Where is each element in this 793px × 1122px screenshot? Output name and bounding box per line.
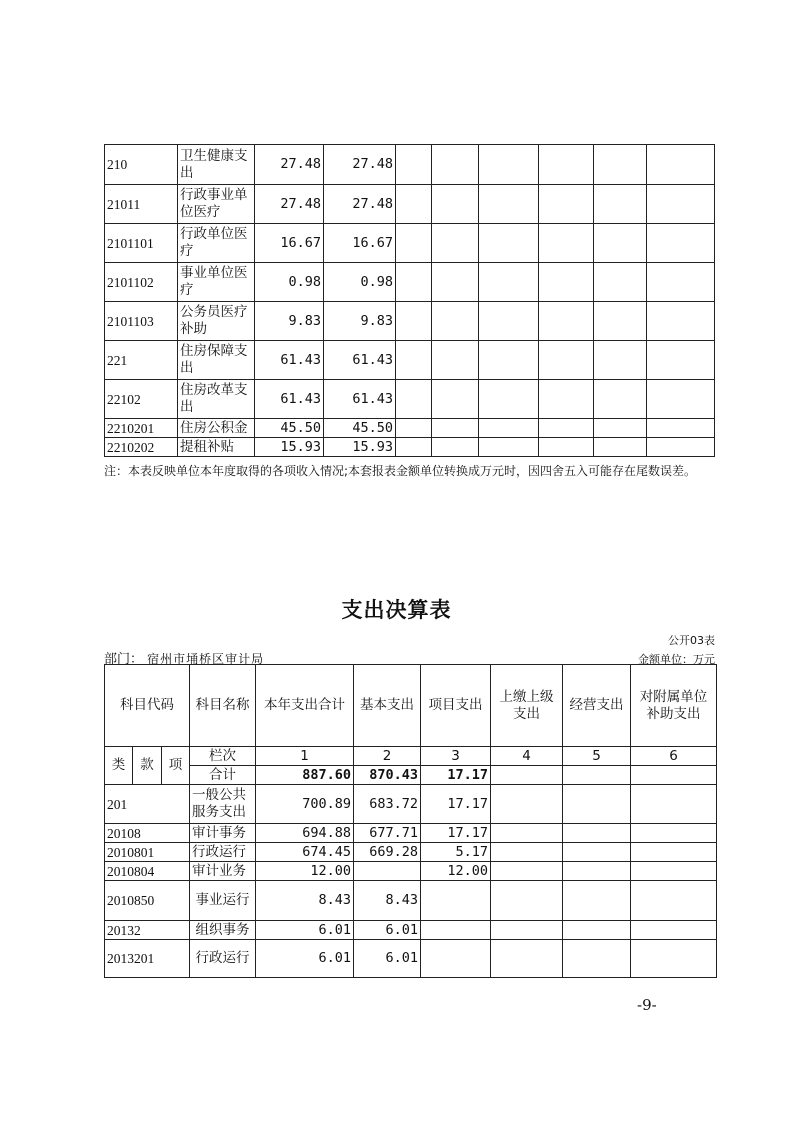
column-number: 2 bbox=[354, 747, 421, 766]
basic-amount: 8.43 bbox=[354, 881, 421, 921]
column-number-row bbox=[105, 747, 717, 766]
header-kuan: 款 bbox=[133, 747, 162, 785]
total-amount: 9.83 bbox=[255, 302, 324, 341]
subject-code: 21011 bbox=[105, 185, 178, 224]
basic-amount: 61.43 bbox=[324, 341, 396, 380]
table-row bbox=[105, 862, 717, 881]
subject-name: 提租补贴 bbox=[178, 438, 255, 457]
subject-name: 住房保障支出 bbox=[178, 341, 255, 380]
table-row bbox=[105, 843, 717, 862]
form-number: 公开03表 bbox=[668, 634, 715, 647]
total-amount: 6.01 bbox=[256, 921, 354, 940]
table-row bbox=[105, 419, 715, 438]
subject-code: 221 bbox=[105, 341, 178, 380]
column-number: 1 bbox=[256, 747, 354, 766]
subject-code: 2210202 bbox=[105, 438, 178, 457]
total-amount: 12.00 bbox=[256, 862, 354, 881]
project-amount bbox=[421, 940, 491, 978]
subject-code: 210 bbox=[105, 145, 178, 185]
total-amount: 61.43 bbox=[255, 341, 324, 380]
subject-name: 事业单位医疗 bbox=[178, 263, 255, 302]
basic-amount: 16.67 bbox=[324, 224, 396, 263]
subject-code: 2101102 bbox=[105, 263, 178, 302]
subject-name: 审计事务 bbox=[190, 824, 256, 843]
subject-code: 2010804 bbox=[105, 862, 190, 881]
total-label: 合计 bbox=[190, 766, 256, 785]
table-row bbox=[105, 824, 717, 843]
department-label: 部门： bbox=[104, 652, 144, 667]
total-amount: 16.67 bbox=[255, 224, 324, 263]
column-number: 3 bbox=[421, 747, 491, 766]
total-amount: 8.43 bbox=[256, 881, 354, 921]
basic-amount: 27.48 bbox=[324, 145, 396, 185]
table-row bbox=[105, 881, 717, 921]
header-subject-name: 科目名称 bbox=[190, 665, 256, 747]
subject-code: 20108 bbox=[105, 824, 190, 843]
basic-amount: 677.71 bbox=[354, 824, 421, 843]
header-subsidy: 对附属单位补助支出 bbox=[631, 665, 717, 747]
amount-unit: 金额单位：万元 bbox=[638, 653, 715, 666]
table-row bbox=[105, 940, 717, 978]
table-row bbox=[105, 302, 715, 341]
table-row bbox=[105, 380, 715, 419]
subject-code: 2010801 bbox=[105, 843, 190, 862]
header-total: 本年支出合计 bbox=[256, 665, 354, 747]
column-label: 栏次 bbox=[190, 747, 256, 766]
basic-amount: 61.43 bbox=[324, 380, 396, 419]
table-row bbox=[105, 185, 715, 224]
total-amount: 15.93 bbox=[255, 438, 324, 457]
basic-amount: 45.50 bbox=[324, 419, 396, 438]
project-amount: 5.17 bbox=[421, 843, 491, 862]
header-lei: 类 bbox=[105, 747, 133, 785]
subject-name: 卫生健康支出 bbox=[178, 145, 255, 185]
header-row bbox=[105, 665, 717, 747]
total-amount: 61.43 bbox=[255, 380, 324, 419]
header-upper: 上缴上级支出 bbox=[491, 665, 563, 747]
header-subject-code: 科目代码 bbox=[105, 665, 190, 747]
basic-amount: 27.48 bbox=[324, 185, 396, 224]
basic-amount: 9.83 bbox=[324, 302, 396, 341]
total-amount: 674.45 bbox=[256, 843, 354, 862]
total-amount: 27.48 bbox=[255, 145, 324, 185]
subject-name: 行政运行 bbox=[190, 940, 256, 978]
total-amount: 700.89 bbox=[256, 785, 354, 824]
basic-amount: 870.43 bbox=[354, 766, 421, 785]
table-note: 注：本表反映单位本年度取得的各项收入情况;本套报表金额单位转换成万元时，因四舍五入可能存在尾数误差。 bbox=[104, 464, 697, 478]
total-amount: 6.01 bbox=[256, 940, 354, 978]
basic-amount: 683.72 bbox=[354, 785, 421, 824]
subject-name: 公务员医疗补助 bbox=[178, 302, 255, 341]
subject-code: 22102 bbox=[105, 380, 178, 419]
page-title: 支出决算表 bbox=[341, 598, 452, 622]
subject-code: 20132 bbox=[105, 921, 190, 940]
project-amount bbox=[421, 881, 491, 921]
subject-code: 201 bbox=[105, 785, 190, 824]
total-row bbox=[105, 766, 717, 785]
subject-name: 一般公共服务支出 bbox=[190, 785, 256, 824]
subject-name: 组织事务 bbox=[190, 921, 256, 940]
total-amount: 45.50 bbox=[255, 419, 324, 438]
subject-name: 住房改革支出 bbox=[178, 380, 255, 419]
total-amount: 27.48 bbox=[255, 185, 324, 224]
expenditure-table bbox=[104, 664, 717, 978]
table-row bbox=[105, 438, 715, 457]
table-row bbox=[105, 785, 717, 824]
total-amount: 887.60 bbox=[256, 766, 354, 785]
subject-code: 2101103 bbox=[105, 302, 178, 341]
department-value: 宿州市埇桥区审计局 bbox=[147, 652, 265, 666]
subject-name: 行政运行 bbox=[190, 843, 256, 862]
subject-code: 2010850 bbox=[105, 881, 190, 921]
column-number: 4 bbox=[491, 747, 563, 766]
subject-name: 住房公积金 bbox=[178, 419, 255, 438]
subject-name: 行政事业单位医疗 bbox=[178, 185, 255, 224]
header-xiang: 项 bbox=[162, 747, 190, 785]
subject-code: 2013201 bbox=[105, 940, 190, 978]
page-number: -9- bbox=[637, 996, 657, 1014]
subject-code: 2101101 bbox=[105, 224, 178, 263]
basic-amount: 0.98 bbox=[324, 263, 396, 302]
total-amount: 0.98 bbox=[255, 263, 324, 302]
project-amount: 17.17 bbox=[421, 824, 491, 843]
basic-amount: 6.01 bbox=[354, 940, 421, 978]
basic-amount: 6.01 bbox=[354, 921, 421, 940]
subject-name: 事业运行 bbox=[190, 881, 256, 921]
header-basic: 基本支出 bbox=[354, 665, 421, 747]
subject-name: 审计业务 bbox=[190, 862, 256, 881]
header-project: 项目支出 bbox=[421, 665, 491, 747]
table-row bbox=[105, 341, 715, 380]
total-amount: 694.88 bbox=[256, 824, 354, 843]
project-amount bbox=[421, 921, 491, 940]
table-row bbox=[105, 263, 715, 302]
project-amount: 17.17 bbox=[421, 785, 491, 824]
header-operating: 经营支出 bbox=[563, 665, 631, 747]
table-row bbox=[105, 145, 715, 185]
table-row bbox=[105, 921, 717, 940]
column-number: 5 bbox=[563, 747, 631, 766]
subject-name: 行政单位医疗 bbox=[178, 224, 255, 263]
table-row bbox=[105, 224, 715, 263]
basic-amount bbox=[354, 862, 421, 881]
project-amount: 17.17 bbox=[421, 766, 491, 785]
basic-amount: 669.28 bbox=[354, 843, 421, 862]
income-table-continued bbox=[104, 144, 715, 457]
basic-amount: 15.93 bbox=[324, 438, 396, 457]
subject-code: 2210201 bbox=[105, 419, 178, 438]
column-number: 6 bbox=[631, 747, 717, 766]
project-amount: 12.00 bbox=[421, 862, 491, 881]
